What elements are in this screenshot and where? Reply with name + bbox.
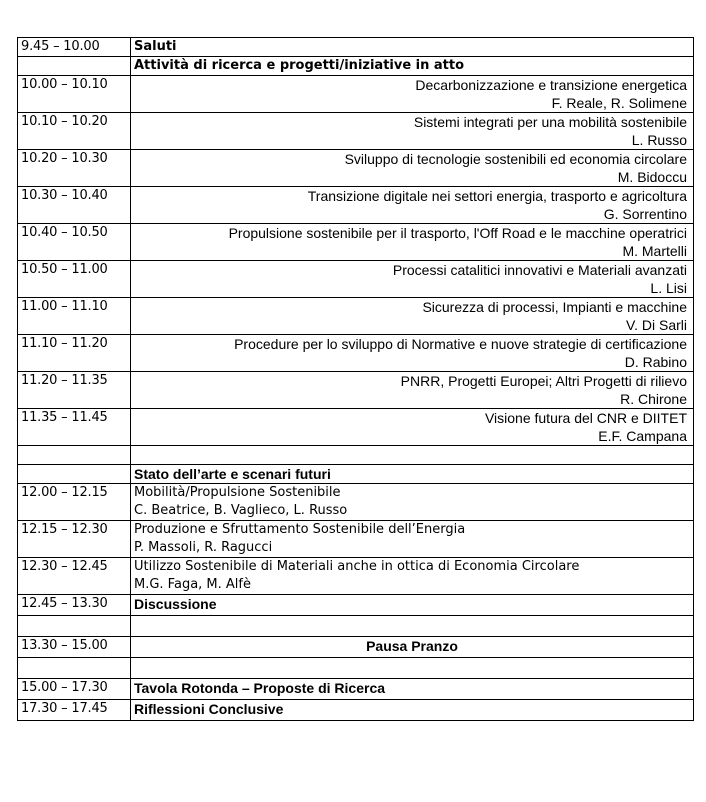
- time-slot: 11.10 – 11.20: [18, 335, 131, 372]
- agenda-row: [18, 113, 694, 150]
- session-title: PNRR, Progetti Europei; Altri Progetti di rilievo: [400, 373, 687, 389]
- time-slot: 11.35 – 11.45: [18, 409, 131, 446]
- session-speakers: E.F. Campana: [598, 428, 687, 444]
- session-cell: [131, 38, 694, 57]
- time-slot: 17.30 – 17.45: [18, 700, 131, 721]
- session-cell: [131, 224, 694, 261]
- time-slot: 13.30 – 15.00: [18, 637, 131, 658]
- agenda-row: [18, 558, 694, 595]
- time-slot: [18, 658, 131, 679]
- time-slot: [18, 446, 131, 465]
- session-speakers: D. Rabino: [624, 354, 687, 370]
- session-title: Sistemi integrati per una mobilità sostenibile: [413, 114, 687, 130]
- agenda-row: [18, 372, 694, 409]
- time-slot: 11.00 – 11.10: [18, 298, 131, 335]
- session-cell: [131, 484, 694, 521]
- session-speakers: M. Martelli: [622, 243, 687, 259]
- time-slot: 10.10 – 10.20: [18, 113, 131, 150]
- session-cell: [131, 113, 694, 150]
- session-cell: [131, 150, 694, 187]
- session-title: Stato dell’arte e scenari futuri: [134, 466, 331, 482]
- session-cell: [131, 700, 694, 721]
- agenda-row: [18, 484, 694, 521]
- session-speakers: P. Massoli, R. Ragucci: [134, 540, 273, 555]
- agenda-row: [18, 521, 694, 558]
- session-cell: [131, 465, 694, 484]
- session-speakers: M. Bidoccu: [617, 169, 687, 185]
- agenda-row: [18, 150, 694, 187]
- time-slot: 12.15 – 12.30: [18, 521, 131, 558]
- session-title: Produzione e Sfruttamento Sostenibile dell’Energia: [134, 522, 466, 537]
- session-speakers: C. Beatrice, B. Vaglieco, L. Russo: [134, 503, 348, 518]
- session-title: Decarbonizzazione e transizione energetica: [415, 77, 687, 93]
- session-cell: [131, 521, 694, 558]
- session-cell: [131, 261, 694, 298]
- session-cell: [131, 679, 694, 700]
- time-slot: [18, 465, 131, 484]
- session-speakers: L. Lisi: [650, 280, 687, 296]
- session-speakers: V. Di Sarli: [626, 317, 687, 333]
- session-speakers: L. Russo: [631, 132, 687, 148]
- agenda-row: [18, 409, 694, 446]
- session-cell: [131, 76, 694, 113]
- time-slot: 12.45 – 13.30: [18, 595, 131, 616]
- time-slot: 15.00 – 17.30: [18, 679, 131, 700]
- time-slot: 12.00 – 12.15: [18, 484, 131, 521]
- session-cell: [131, 298, 694, 335]
- session-title: Utilizzo Sostenibile di Materiali anche in ottica di Economia Circolare: [134, 559, 580, 574]
- session-cell: [131, 446, 694, 465]
- agenda-row: [18, 187, 694, 224]
- session-title: Riflessioni Conclusive: [134, 701, 284, 717]
- time-slot: 10.40 – 10.50: [18, 224, 131, 261]
- agenda-row: [18, 38, 694, 57]
- session-title: Transizione digitale nei settori energia, trasporto e agricoltura: [307, 188, 687, 204]
- time-slot: [18, 616, 131, 637]
- time-slot: 10.20 – 10.30: [18, 150, 131, 187]
- session-title: Attività di ricerca e progetti/iniziative in atto: [134, 58, 465, 73]
- session-cell: [131, 658, 694, 679]
- session-speakers: R. Chirone: [620, 391, 687, 407]
- session-cell: [131, 335, 694, 372]
- time-slot: 11.20 – 11.35: [18, 372, 131, 409]
- agenda-table: [17, 37, 694, 721]
- session-title: [134, 658, 690, 676]
- agenda-row: [18, 700, 694, 721]
- time-slot: 12.30 – 12.45: [18, 558, 131, 595]
- session-title: Visione futura del CNR e DIITET: [484, 410, 687, 426]
- session-cell: [131, 187, 694, 224]
- session-cell: [131, 57, 694, 76]
- session-cell: [131, 595, 694, 616]
- session-speakers: M.G. Faga, M. Alfè: [134, 577, 251, 592]
- agenda-row: [18, 595, 694, 616]
- session-title: [134, 616, 690, 634]
- session-title: Propulsione sostenibile per il trasporto, l'Off Road e le macchine operatrici: [228, 225, 687, 241]
- agenda-row: [18, 446, 694, 465]
- time-slot: 10.30 – 10.40: [18, 187, 131, 224]
- agenda-row: [18, 465, 694, 484]
- session-cell: [131, 409, 694, 446]
- session-title: Saluti: [134, 39, 177, 54]
- agenda-row: [18, 679, 694, 700]
- time-slot: 10.50 – 11.00: [18, 261, 131, 298]
- agenda-row: [18, 658, 694, 679]
- session-title: Tavola Rotonda – Proposte di Ricerca: [134, 680, 386, 696]
- session-speakers: G. Sorrentino: [603, 206, 687, 222]
- session-cell: [131, 372, 694, 409]
- time-slot: 10.00 – 10.10: [18, 76, 131, 113]
- agenda-row: [18, 224, 694, 261]
- session-title: Processi catalitici innovativi e Materiali avanzati: [392, 262, 687, 278]
- agenda-row: [18, 261, 694, 298]
- time-slot: [18, 57, 131, 76]
- session-title: Pausa Pranzo: [366, 638, 458, 654]
- session-title: Sviluppo di tecnologie sostenibili ed economia circolare: [344, 151, 687, 167]
- session-title: Procedure per lo sviluppo di Normative e nuove strategie di certificazione: [234, 336, 687, 352]
- agenda-row: [18, 637, 694, 658]
- session-cell: [131, 637, 694, 658]
- agenda-row: [18, 298, 694, 335]
- session-cell: [131, 616, 694, 637]
- agenda-row: [18, 57, 694, 76]
- time-slot: 9.45 – 10.00: [18, 38, 131, 57]
- session-cell: [131, 558, 694, 595]
- session-title: Sicurezza di processi, Impianti e macchine: [422, 299, 687, 315]
- agenda-body: [18, 38, 694, 721]
- agenda-row: [18, 335, 694, 372]
- session-speakers: F. Reale, R. Solimene: [551, 95, 687, 111]
- session-title: [134, 446, 690, 464]
- agenda-row: [18, 76, 694, 113]
- session-title: Discussione: [134, 596, 217, 612]
- session-title: Mobilità/Propulsione Sostenibile: [134, 485, 341, 500]
- agenda-row: [18, 616, 694, 637]
